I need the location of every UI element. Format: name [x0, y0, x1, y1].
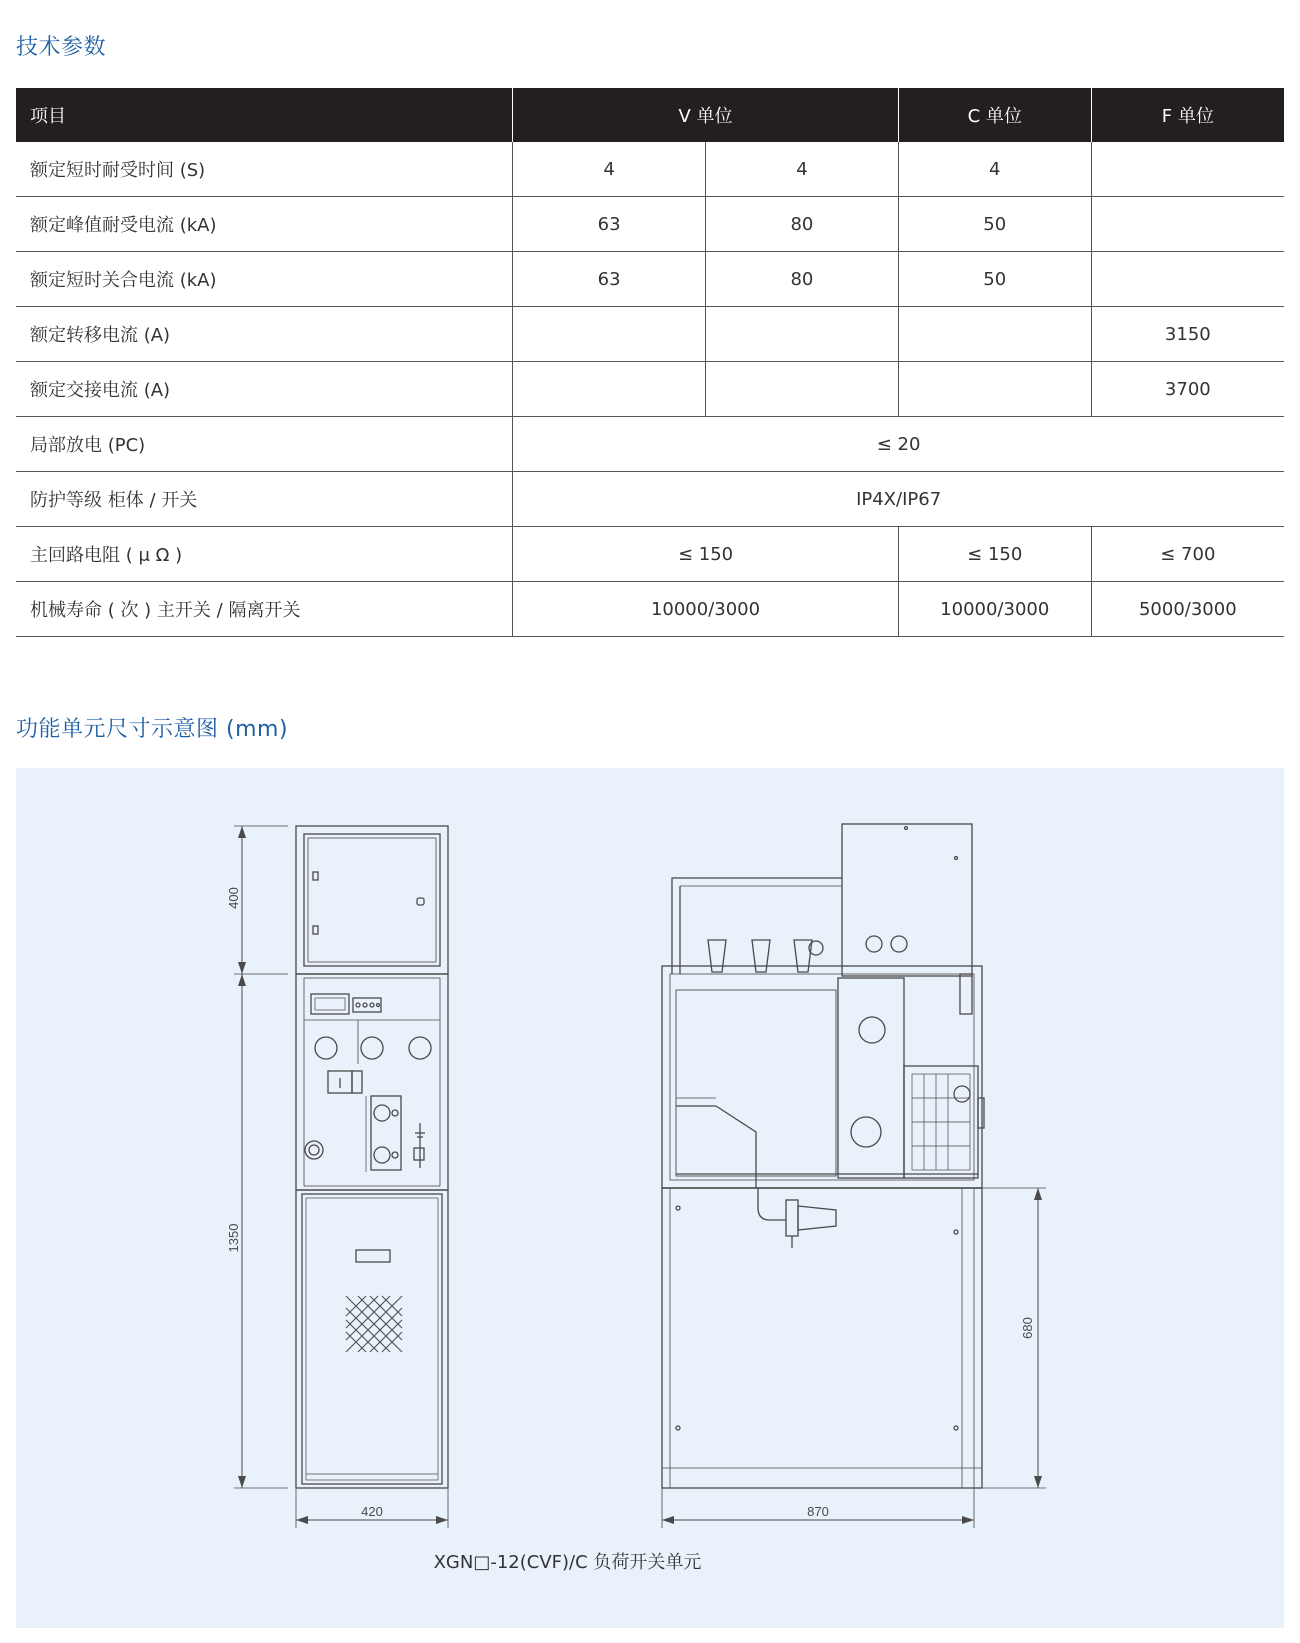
table-row [16, 142, 1284, 197]
cell-v2 [706, 307, 899, 362]
row-label: 额定短时关合电流 (kA) [16, 252, 513, 307]
cell-v1: 63 [513, 197, 706, 252]
cell-f: ≤ 700 [1091, 527, 1284, 582]
table-header-row [16, 88, 1284, 142]
cell-c: 10000/3000 [898, 582, 1091, 637]
row-label: 主回路电阻 ( μ Ω ) [16, 527, 513, 582]
tech-params-table [16, 88, 1284, 637]
table-row [16, 472, 1284, 527]
dim-label-400: 400 [226, 887, 241, 909]
header-v-unit: V 单位 [513, 88, 899, 142]
cell-v1: 63 [513, 252, 706, 307]
header-item: 项目 [16, 88, 513, 142]
diagram-caption: XGN□-12(CVF)/C 负荷开关单元 [433, 1552, 702, 1573]
section-title-tech-params: 技术参数 [16, 35, 107, 60]
dimension-diagram-panel [16, 768, 1284, 1628]
row-label: 额定转移电流 (A) [16, 307, 513, 362]
header-c-unit: C 单位 [898, 88, 1091, 142]
cell-v2: 4 [706, 142, 899, 197]
cell-f [1091, 197, 1284, 252]
cell-v1 [513, 362, 706, 417]
row-label: 防护等级 柜体 / 开关 [16, 472, 513, 527]
cell-v1: 4 [513, 142, 706, 197]
table-row [16, 417, 1284, 472]
row-label: 额定交接电流 (A) [16, 362, 513, 417]
dim-label-1350: 1350 [226, 1223, 241, 1253]
cell-c: 50 [898, 197, 1091, 252]
header-f-unit: F 单位 [1091, 88, 1284, 142]
row-label: 局部放电 (PC) [16, 417, 513, 472]
row-label: 额定峰值耐受电流 (kA) [16, 197, 513, 252]
cell-v: ≤ 150 [513, 527, 899, 582]
table-row [16, 197, 1284, 252]
dim-label-420: 420 [361, 1504, 383, 1519]
switchgear-drawing [16, 768, 1284, 1628]
table-row [16, 527, 1284, 582]
dim-label-870: 870 [807, 1504, 829, 1519]
cell-v1 [513, 307, 706, 362]
cell-v2: 80 [706, 252, 899, 307]
cell-v2 [706, 362, 899, 417]
cell-f: 3700 [1091, 362, 1284, 417]
cell-merged: ≤ 20 [513, 417, 1284, 472]
cell-c [898, 362, 1091, 417]
dim-label-680: 680 [1020, 1317, 1035, 1339]
cell-f [1091, 252, 1284, 307]
table-row [16, 307, 1284, 362]
row-label: 额定短时耐受时间 (S) [16, 142, 513, 197]
section-title-dimensions: 功能单元尺寸示意图 (mm) [16, 717, 289, 742]
cell-c: 4 [898, 142, 1091, 197]
cell-c: 50 [898, 252, 1091, 307]
cell-f: 3150 [1091, 307, 1284, 362]
cell-merged: IP4X/IP67 [513, 472, 1284, 527]
front-view [234, 826, 448, 1528]
cell-f: 5000/3000 [1091, 582, 1284, 637]
row-label: 机械寿命 ( 次 ) 主开关 / 隔离开关 [16, 582, 513, 637]
cell-v2: 80 [706, 197, 899, 252]
table-row [16, 582, 1284, 637]
cell-c: ≤ 150 [898, 527, 1091, 582]
table-row [16, 252, 1284, 307]
cell-v: 10000/3000 [513, 582, 899, 637]
table-row [16, 362, 1284, 417]
cell-f [1091, 142, 1284, 197]
side-view [662, 824, 1046, 1528]
cell-c [898, 307, 1091, 362]
